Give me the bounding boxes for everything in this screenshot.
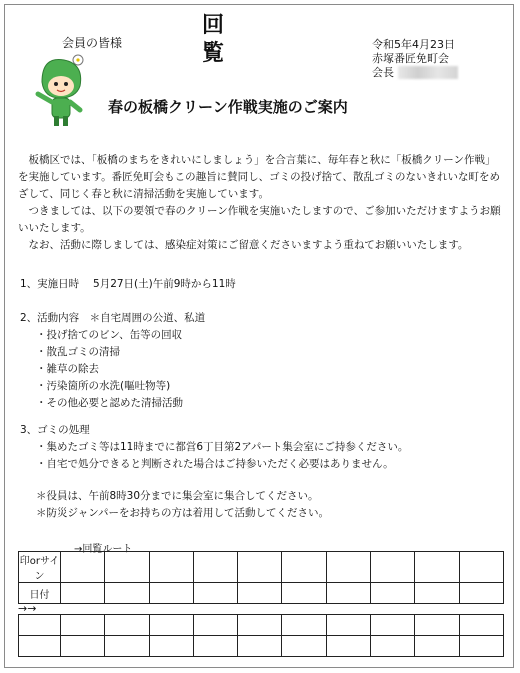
list-item: ・汚染箇所の水洗(嘔吐物等) <box>36 380 171 392</box>
row-header-date: 日付 <box>19 583 61 604</box>
section-garbage <box>20 422 408 473</box>
addressee: 会員の皆様 <box>62 36 123 50</box>
document-title <box>202 12 224 68</box>
list-item: ・散乱ゴミの清掃 <box>36 346 120 358</box>
title-line-2: 覧 <box>202 41 225 66</box>
route-grid-2 <box>18 614 504 657</box>
note-jacket: ＊防災ジャンパーをお持ちの方は着用して活動してください。 <box>36 507 330 519</box>
intro-paragraph: つきましては、以下の要領で春のクリーン作戦を実施いたしますので、ご参加いただけますようお願いいたします。 <box>18 205 501 234</box>
mascot-illustration <box>28 52 92 128</box>
list-item: ・雑草の除去 <box>36 363 99 375</box>
list-item: ・集めたゴミ等は11時までに都営6丁目第2アパート集会室にご持参ください。 <box>36 441 409 453</box>
list-item: ・その他必要と認めた清掃活動 <box>36 397 183 409</box>
issue-date: 令和5年4月23日 <box>372 38 455 51</box>
route-arrow: →→ <box>18 602 37 615</box>
intro-paragraph: 板橋区では、「板橋のまちをきれいにしましょう」を合言葉に、毎年春と秋に「板橋クリーン作戦」を実施しています。番匠免町会もこの趣旨に賛同し、ゴミの投げ捨て、散乱ゴミのないきれいな町をめざして、同じく春と秋に清掃活動を実施しています。 <box>18 154 500 200</box>
table-row <box>19 615 504 636</box>
redacted-name <box>398 66 458 79</box>
table-row <box>19 552 504 583</box>
title-line-1: 回 <box>202 13 225 38</box>
organization-name: 赤塚番匠免町会 <box>372 52 449 65</box>
row-header-seal: 印orサイン <box>19 552 61 583</box>
list-item: ・自宅で処分できると判断された場合はご持参いただく必要はありません。 <box>36 458 394 470</box>
table-row <box>19 636 504 657</box>
route-label: →回覧ルート <box>74 544 133 555</box>
notice-heading: 春の板橋クリーン作戦実施のご案内 <box>108 98 348 116</box>
note-officers: ＊役員は、午前8時30分までに集会室に集合してください。 <box>36 490 319 502</box>
list-item: ・投げ捨てのビン、缶等の回収 <box>36 329 183 341</box>
section-title: 2、活動内容 ＊自宅周囲の公道、私道 <box>20 312 206 324</box>
table-row <box>19 583 504 604</box>
section-activities <box>20 310 205 412</box>
intro-text <box>18 152 504 254</box>
section-schedule: 1、実施日時 5月27日(土)午前9時から11時 <box>20 278 236 290</box>
intro-paragraph: なお、活動に際しましては、感染症対策にご留意くださいますよう重ねてお願いいたします。 <box>28 239 469 251</box>
route-grid <box>18 551 504 604</box>
section-title: 3、ゴミの処理 <box>20 424 90 436</box>
chair-label: 会長 <box>372 66 394 79</box>
